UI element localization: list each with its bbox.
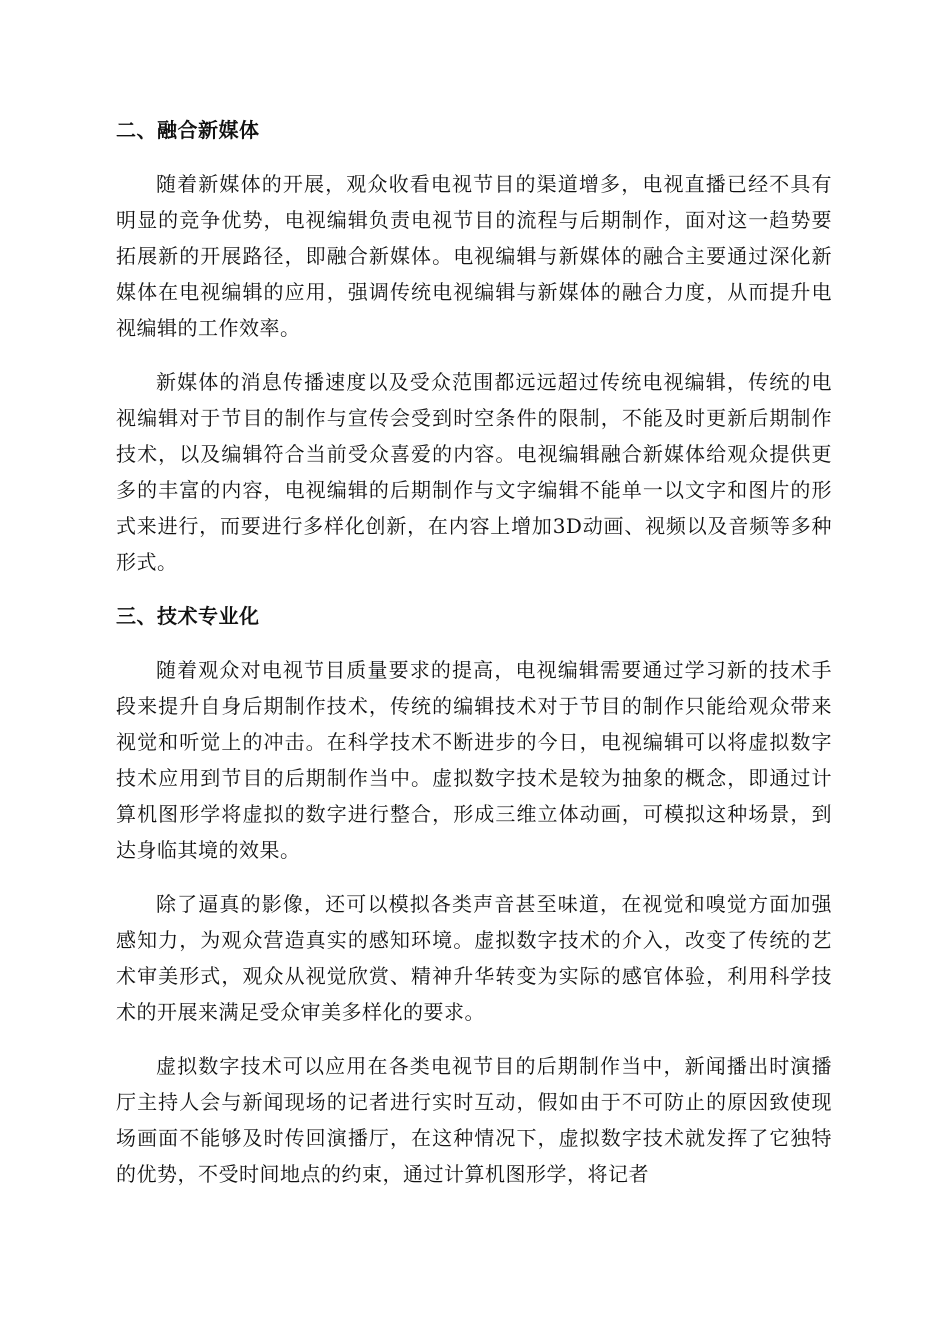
document-page [116, 112, 832, 1192]
paragraph: 随着观众对电视节目质量要求的提高，电视编辑需要通过学习新的技术手段来提升自身后期制作技术，传统的编辑技术对于节目的制作只能给观众带来视觉和听觉上的冲击。在科学技术不断进步的今日，电视编辑可以将虚拟数字技术应用到节目的后期制作当中。虚拟数字技术是较为抽象的概念，即通过计算机图形学将虚拟的数字进行整合，形成三维立体动画，可模拟这种场景，到达身临其境的效果。 [116, 658, 832, 862]
section-heading-merge-new-media: 二、融合新媒体 [116, 118, 260, 142]
paragraph: 随着新媒体的开展，观众收看电视节目的渠道增多，电视直播已经不具有明显的竞争优势，电视编辑负责电视节目的流程与后期制作，面对这一趋势要拓展新的开展路径，即融合新媒体。电视编辑与新媒体的融合主要通过深化新媒体在电视编辑的应用，强调传统电视编辑与新媒体的融合力度，从而提升电视编辑的工作效率。 [116, 172, 832, 340]
paragraph: 虚拟数字技术可以应用在各类电视节目的后期制作当中，新闻播出时演播厅主持人会与新闻现场的记者进行实时互动，假如由于不可防止的原因致使现场画面不能够及时传回演播厅，在这种情况下，虚拟数字技术就发挥了它独特的优势，不受时间地点的约束，通过计算机图形学，将记者 [116, 1054, 832, 1186]
section-heading-tech-specialization: 三、技术专业化 [116, 604, 260, 628]
paragraph: 新媒体的消息传播速度以及受众范围都远远超过传统电视编辑，传统的电视编辑对于节目的制作与宣传会受到时空条件的限制，不能及时更新后期制作技术，以及编辑符合当前受众喜爱的内容。电视编辑融合新媒体给观众提供更多的丰富的内容，电视编辑的后期制作与文字编辑不能单一以文字和图片的形式来进行，而要进行多样化创新，在内容上增加3D动画、视频以及音频等多种形式。 [116, 370, 832, 574]
paragraph: 除了逼真的影像，还可以模拟各类声音甚至味道，在视觉和嗅觉方面加强感知力，为观众营造真实的感知环境。虚拟数字技术的介入，改变了传统的艺术审美形式，观众从视觉欣赏、精神升华转变为实际的感官体验，利用科学技术的开展来满足受众审美多样化的要求。 [116, 892, 832, 1024]
